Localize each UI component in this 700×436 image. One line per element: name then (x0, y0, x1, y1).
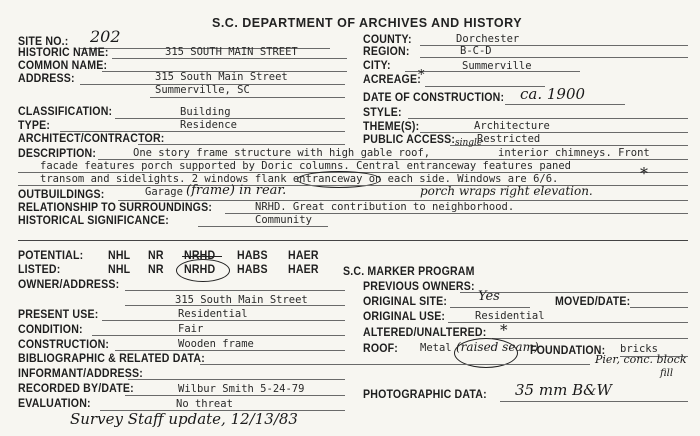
listed-haer: HAER (288, 264, 319, 276)
historic-name-value: 315 SOUTH MAIN STREET (165, 46, 298, 58)
moved-date-label: MOVED/DATE: (555, 296, 631, 308)
description-mark: * (640, 164, 648, 183)
listed-label: LISTED: (18, 264, 61, 276)
potential-nhl: NHL (108, 250, 131, 262)
address-line1: 315 South Main Street (155, 71, 288, 83)
public-access-label: PUBLIC ACCESS: (363, 134, 456, 146)
acreage-mark: * (418, 68, 425, 83)
informant-label: INFORMANT/ADDRESS: (18, 368, 143, 380)
original-use-value: Residential (475, 310, 545, 322)
listed-nrhd: NRHD (184, 264, 216, 276)
condition-value: Fair (178, 323, 204, 335)
historical-significance-value: Community (255, 214, 312, 226)
owner-address-label: OWNER/ADDRESS: (18, 279, 120, 291)
listed-nhl: NHL (108, 264, 131, 276)
address-line2: Summerville, SC (155, 84, 250, 96)
listed-nrhd-circle (176, 259, 230, 282)
foundation-handwritten: Pier, conc. block (595, 353, 687, 366)
original-site-label: ORIGINAL SITE: (363, 296, 448, 308)
bibliographic-label: BIBLIOGRAPHIC & RELATED DATA: (18, 353, 205, 365)
recorded-by-label: RECORDED BY/DATE: (18, 383, 134, 395)
roof-label: ROOF: (363, 343, 399, 355)
historical-significance-label: HISTORICAL SIGNIFICANCE: (18, 215, 169, 227)
city-value: Summerville (462, 60, 532, 72)
description-annotation: single (455, 138, 483, 148)
roof-value: Metal (420, 342, 452, 354)
region-value: B-C-D (460, 45, 492, 57)
classification-value: Building (180, 106, 231, 118)
region-label: REGION: (363, 46, 410, 58)
marker-program-label: S.C. MARKER PROGRAM (343, 266, 475, 278)
type-label: TYPE: (18, 120, 51, 132)
city-label: CITY: (363, 60, 391, 72)
description-line3: transom and sidelights. 2 windows flank entranceway on each side. Windows are 6/6. (40, 173, 559, 185)
construction-value: Wooden frame (178, 338, 254, 350)
listed-nr: NR (148, 264, 164, 276)
outbuildings-value: Garage (145, 186, 183, 198)
description-label: DESCRIPTION: (18, 148, 97, 160)
style-label: STYLE: (363, 107, 402, 119)
construction-label: CONSTRUCTION: (18, 339, 110, 351)
outbuildings-note: porch wraps right elevation. (420, 184, 593, 198)
outbuildings-label: OUTBUILDINGS: (18, 189, 105, 201)
date-of-construction-value: ca. 1900 (520, 85, 586, 103)
description-line1: One story frame structure with high gable roof, (133, 147, 431, 159)
original-use-label: ORIGINAL USE: (363, 311, 446, 323)
themes-label: THEME(S): (363, 121, 420, 133)
footer-note: Survey Staff update, 12/13/83 (70, 410, 298, 428)
evaluation-value: No threat (176, 398, 233, 410)
description-line1b: interior chimneys. Front (498, 147, 650, 159)
present-use-label: PRESENT USE: (18, 309, 99, 321)
listed-habs: HABS (237, 264, 268, 276)
original-site-value: Yes (478, 289, 500, 304)
date-of-construction-label: DATE OF CONSTRUCTION: (363, 92, 505, 104)
potential-label: POTENTIAL: (18, 250, 84, 262)
foundation-value: bricks (620, 343, 658, 355)
present-use-value: Residential (178, 308, 248, 320)
site-no-value: 202 (90, 27, 121, 46)
previous-owners-label: PREVIOUS OWNERS: (363, 281, 475, 293)
evaluation-label: EVALUATION: (18, 398, 91, 410)
condition-label: CONDITION: (18, 324, 83, 336)
altered-label: ALTERED/UNALTERED: (363, 327, 487, 339)
potential-nr: NR (148, 250, 164, 262)
address-label: ADDRESS: (18, 73, 75, 85)
relationship-value: NRHD. Great contribution to neighborhood. (255, 201, 515, 213)
page-title: S.C. DEPARTMENT OF ARCHIVES AND HISTORY (212, 16, 523, 30)
foundation-handwritten2: fill (660, 368, 674, 379)
public-access-value: Restricted (477, 133, 541, 145)
altered-mark: * (500, 321, 508, 339)
potential-nrhd-strike (182, 256, 222, 257)
foundation-label: FOUNDATION: (530, 345, 606, 357)
recorded-by-value: Wilbur Smith 5-24-79 (178, 383, 305, 395)
relationship-label: RELATIONSHIP TO SURROUNDINGS: (18, 202, 213, 214)
photographic-data-value: 35 mm B&W (515, 381, 612, 399)
potential-haer: HAER (288, 250, 319, 262)
potential-habs: HABS (237, 250, 268, 262)
owner-address-value: 315 South Main Street (175, 294, 308, 306)
site-no-label: SITE NO.: (18, 36, 69, 48)
roof-handwritten: (raised seam) (456, 340, 539, 354)
acreage-label: ACREAGE: (363, 74, 421, 86)
historic-name-label: HISTORIC NAME: (18, 47, 109, 59)
county-label: COUNTY: (363, 34, 412, 46)
photographic-data-label: PHOTOGRAPHIC DATA: (363, 389, 487, 401)
architect-label: ARCHITECT/CONTRACTOR: (18, 133, 165, 145)
description-line2: facade features porch supported by Doric columns. Central entranceway features paned (40, 160, 572, 172)
county-value: Dorchester (456, 33, 520, 45)
outbuildings-handwritten: (frame) in rear. (186, 183, 287, 198)
potential-nrhd: NRHD (184, 250, 216, 262)
common-name-label: COMMON NAME: (18, 60, 108, 72)
type-value: Residence (180, 119, 237, 131)
classification-label: CLASSIFICATION: (18, 106, 113, 118)
themes-value: Architecture (474, 120, 550, 132)
